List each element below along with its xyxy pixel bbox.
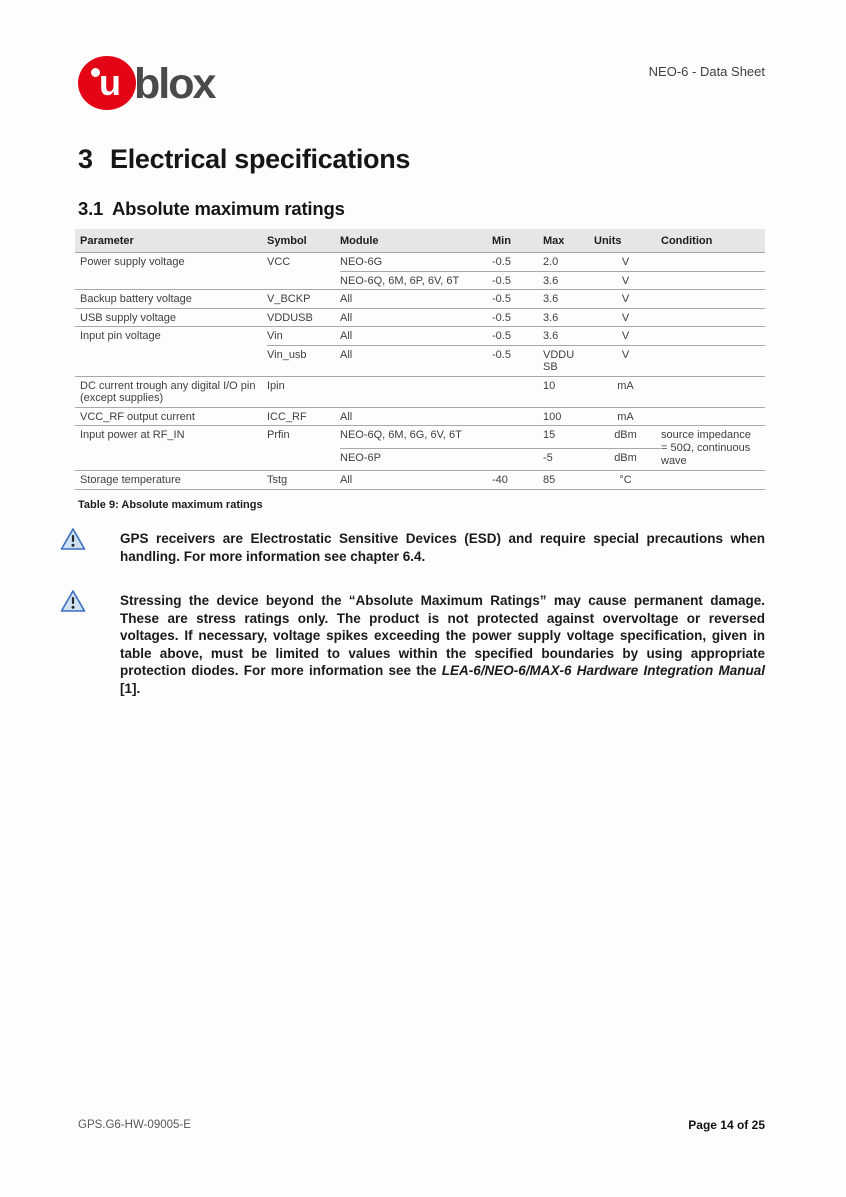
cell-symbol: Vin — [267, 327, 340, 346]
cell-max: 2.0 — [543, 253, 594, 272]
warning-text: Stressing the device beyond the “Absolute Maximum Ratings” may cause permanent damage. These are stress ratings only. The product is not protected against overvoltage or reversed voltages. If necessary, voltage spikes exceeding the power supply voltage specification, given in table above, must be limited to values within the specified boundaries by using appropriate protection diodes. For more information see the — [120, 593, 765, 678]
table-row — [75, 376, 765, 407]
table-row — [75, 426, 765, 449]
cell-symbol: V_BCKP — [267, 290, 340, 309]
cell-module: All — [340, 308, 492, 327]
table-row — [75, 290, 765, 309]
cell-parameter — [75, 448, 267, 471]
cell-min — [492, 426, 543, 449]
cell-condition — [661, 290, 765, 309]
cell-module: All — [340, 290, 492, 309]
cell-max-value: VDDUSB — [543, 348, 575, 373]
cell-max: 3.6 — [543, 271, 594, 290]
footer-document-id: GPS.G6-HW-09005-E — [78, 1119, 191, 1131]
cell-module: NEO-6Q, 6M, 6G, 6V, 6T — [340, 426, 492, 449]
col-header-condition: Condition — [661, 229, 765, 253]
cell-min — [492, 407, 543, 426]
cell-module: All — [340, 345, 492, 376]
section-heading — [78, 144, 410, 175]
cell-parameter: Storage temperature — [75, 471, 267, 490]
cell-module: All — [340, 407, 492, 426]
table-row — [75, 271, 765, 290]
cell-max: 3.6 — [543, 290, 594, 309]
cell-max — [543, 345, 594, 376]
warning-icon — [60, 527, 86, 551]
subsection-number: 3.1 — [78, 198, 104, 219]
cell-min — [492, 448, 543, 471]
cell-min: -0.5 — [492, 345, 543, 376]
cell-min: -40 — [492, 471, 543, 490]
cell-min: -0.5 — [492, 290, 543, 309]
subsection-title: Absolute maximum ratings — [112, 198, 345, 219]
table-row — [75, 253, 765, 272]
cell-symbol: ICC_RF — [267, 407, 340, 426]
cell-max: 100 — [543, 407, 594, 426]
cell-module: All — [340, 327, 492, 346]
subsection-heading — [78, 198, 345, 220]
cell-units: °C — [594, 471, 661, 490]
warning-paragraph-esd — [120, 530, 765, 565]
cell-condition — [661, 407, 765, 426]
cell-symbol — [267, 448, 340, 471]
cell-condition — [661, 376, 765, 407]
col-header-parameter: Parameter — [75, 229, 267, 253]
cell-condition — [661, 426, 765, 471]
warning-text-italic: LEA-6/NEO-6/MAX-6 Hardware Integration Manual — [441, 663, 765, 678]
warning-text: GPS receivers are Electrostatic Sensitive Devices (ESD) and require special precautions when handling. For more information see chapter 6.4. — [120, 531, 765, 564]
cell-module — [340, 376, 492, 407]
cell-condition — [661, 345, 765, 376]
table-row — [75, 407, 765, 426]
col-header-max: Max — [543, 229, 594, 253]
cell-parameter: Power supply voltage — [80, 256, 185, 268]
cell-condition — [661, 308, 765, 327]
cell-min: -0.5 — [492, 271, 543, 290]
cell-units: V — [594, 253, 661, 272]
cell-units: dBm — [594, 426, 661, 449]
cell-units: mA — [594, 407, 661, 426]
logo-u-letter: u — [99, 62, 121, 103]
cell-units: V — [594, 308, 661, 327]
cell-parameter: Input power at RF_IN — [80, 429, 185, 441]
cell-symbol — [267, 271, 340, 290]
document-title: NEO-6 - Data Sheet — [648, 64, 765, 79]
ublox-logo — [78, 52, 298, 116]
cell-units: V — [594, 345, 661, 376]
cell-units: dBm — [594, 448, 661, 471]
footer-page-number: Page 14 of 25 — [688, 1118, 765, 1132]
cell-max: -5 — [543, 448, 594, 471]
cell-condition — [661, 253, 765, 272]
cell-symbol: VCC — [267, 256, 291, 268]
table-row — [75, 327, 765, 346]
cell-parameter: Input pin voltage — [80, 330, 161, 342]
cell-parameter: DC current trough any digital I/O pin (except supplies) — [75, 376, 267, 407]
cell-parameter: USB supply voltage — [75, 308, 267, 327]
warning-text-suffix: [1]. — [120, 680, 141, 696]
table-row — [75, 471, 765, 490]
cell-symbol: Tstg — [267, 471, 340, 490]
section-title: Electrical specifications — [110, 144, 411, 174]
cell-symbol: Vin_usb — [267, 345, 340, 376]
cell-module: All — [340, 471, 492, 490]
cell-symbol: VDDUSB — [267, 308, 340, 327]
cell-parameter — [75, 345, 267, 376]
cell-units: V — [594, 290, 661, 309]
cell-condition — [661, 471, 765, 490]
cell-parameter: VCC_RF output current — [75, 407, 267, 426]
cell-module: NEO-6P — [340, 448, 492, 471]
warning-paragraph-stress — [120, 592, 765, 697]
cell-min — [492, 376, 543, 407]
cell-max: 15 — [543, 426, 594, 449]
table-row — [75, 345, 765, 376]
cell-max: 3.6 — [543, 308, 594, 327]
col-header-symbol: Symbol — [267, 229, 340, 253]
cell-min: -0.5 — [492, 308, 543, 327]
cell-min: -0.5 — [492, 253, 543, 272]
cell-module: NEO-6G — [340, 253, 492, 272]
condition-text: source impedance = 50Ω, continuous wave — [661, 429, 751, 467]
cell-units: V — [594, 327, 661, 346]
col-header-min: Min — [492, 229, 543, 253]
cell-min: -0.5 — [492, 327, 543, 346]
section-number: 3 — [78, 144, 93, 174]
col-header-module: Module — [340, 229, 492, 253]
absolute-maximum-ratings-table — [75, 229, 765, 511]
spec-table — [75, 229, 765, 490]
cell-max: 10 — [543, 376, 594, 407]
table-row — [75, 308, 765, 327]
cell-max: 3.6 — [543, 327, 594, 346]
cell-units: mA — [594, 376, 661, 407]
col-header-units: Units — [594, 229, 661, 253]
logo-blox-text: blox — [134, 60, 215, 108]
cell-symbol: Ipin — [267, 376, 340, 407]
cell-module: NEO-6Q, 6M, 6P, 6V, 6T — [340, 271, 492, 290]
cell-parameter — [75, 271, 267, 290]
cell-parameter: Backup battery voltage — [75, 290, 267, 309]
cell-condition — [661, 327, 765, 346]
cell-condition — [661, 271, 765, 290]
cell-units: V — [594, 271, 661, 290]
cell-max: 85 — [543, 471, 594, 490]
table-caption: Table 9: Absolute maximum ratings — [78, 498, 263, 511]
warning-icon — [60, 589, 86, 613]
cell-symbol: Prfin — [267, 429, 290, 441]
table-header-row — [75, 229, 765, 253]
logo-ball — [78, 56, 136, 110]
